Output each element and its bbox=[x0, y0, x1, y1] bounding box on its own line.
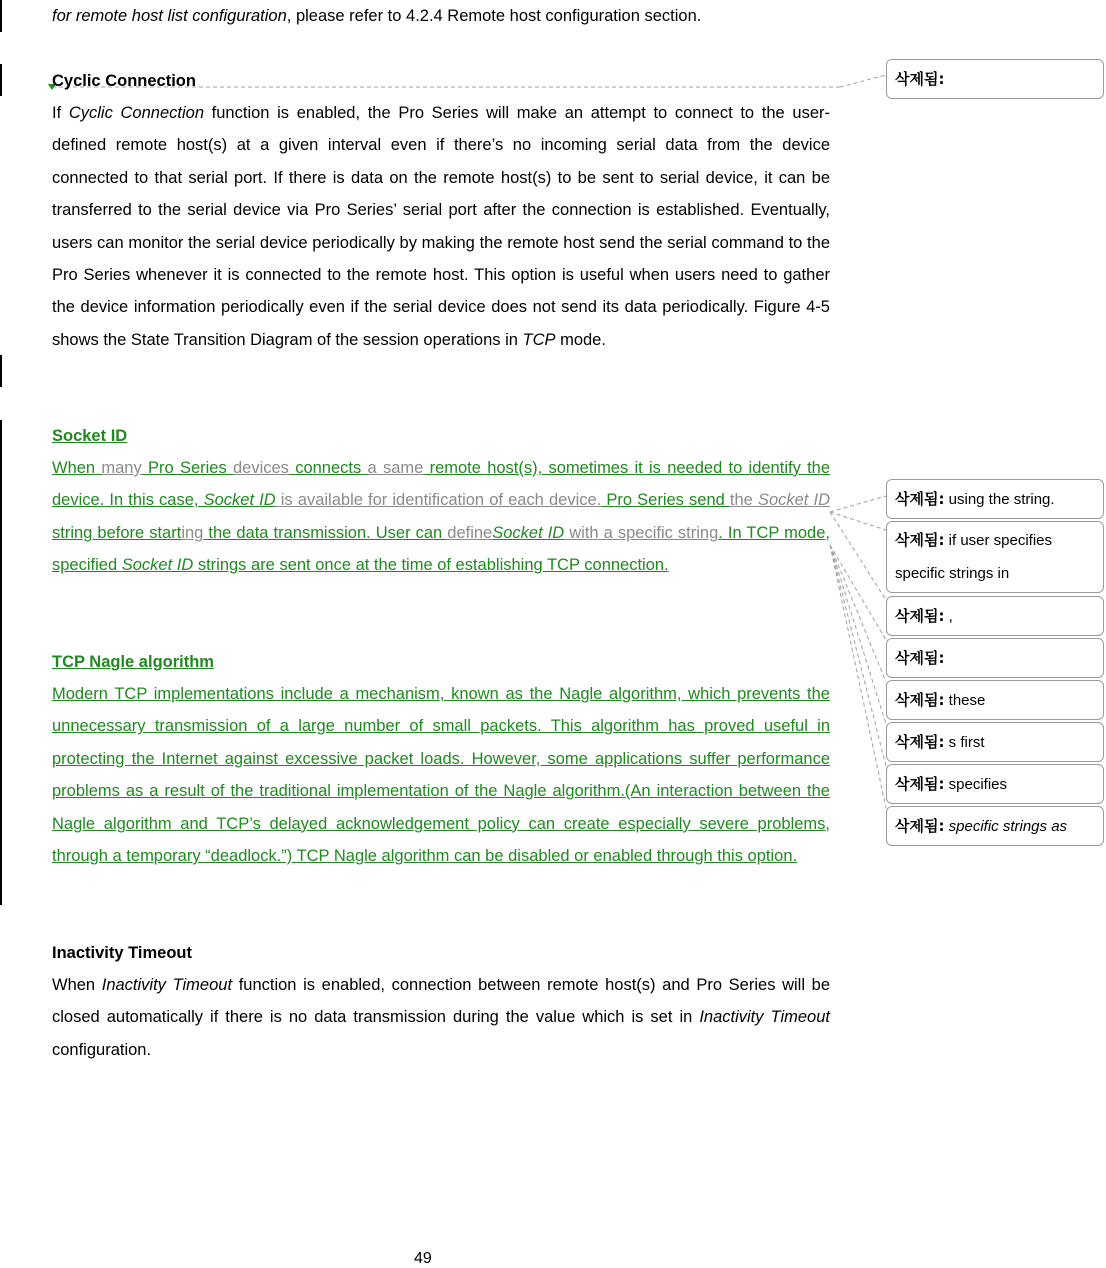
socket-paragraph: When many Pro Series devices connects a same remote host(s), sometimes it is needed to identify the device. In this case, Socket ID is available for identification of each device. Pro Series send the Socket ID string before starting the data transmission. User can defineSocket ID with a specific string. In TCP mode, specified Socket ID strings are sent once at the time of establishing TCP connection. bbox=[52, 459, 831, 575]
comment-balloon[interactable]: 삭제됨: specific strings as bbox=[886, 806, 1104, 846]
cyclic-heading: Cyclic Connection bbox=[52, 72, 196, 90]
nagle-paragraph: Modern TCP implementations include a mechanism, known as the Nagle algorithm, which prevents the unnecessary transmission of a large number of small packets. This algorithm has proved useful in protecting the Internet against excessive packet loads. However, some applications suffer performance problems as a result of the traditional implementation of the Nagle algorithm.(An interaction between the Nagle algorithm and TCP’s delayed acknowledgement policy can create especially severe problems, through a temporary “deadlock.”) TCP Nagle algorithm can be disabled or enabled through this option. bbox=[52, 685, 830, 866]
inactivity-heading: Inactivity Timeout bbox=[52, 944, 192, 962]
comment-balloon[interactable]: 삭제됨: using the string. bbox=[886, 479, 1104, 519]
comment-balloon[interactable]: 삭제됨: bbox=[886, 59, 1104, 99]
comment-balloon[interactable]: 삭제됨: these bbox=[886, 680, 1104, 720]
comment-balloon[interactable]: 삭제됨: s first bbox=[886, 722, 1104, 762]
inactivity-paragraph: When Inactivity Timeout function is enabled, connection between remote host(s) and Pro Series will be closed automatically if there is no data transmission during the value which is set in Inactivity Timeout configuration. bbox=[52, 976, 830, 1059]
page-number: 49 bbox=[414, 1250, 432, 1267]
comment-balloon[interactable]: 삭제됨: bbox=[886, 638, 1104, 678]
cyclic-paragraph: If Cyclic Connection function is enabled, the Pro Series will make an attempt to connect to the user-defined remote host(s) at a given interval even if there’s no incoming serial data from the device connected to that serial port. If there is data on the remote host(s) to be sent to serial device, it can be transferred to the serial device via Pro Series’ serial port after the connection is established. Eventually, users can monitor the serial device periodically by making the remote host send the serial command to the Pro Series whenever it is connected to the remote host. This option is useful when users need to gather the device information periodically even if the serial device does not send its data periodically. Figure 4-5 shows the State Transition Diagram of the session operations in TCP mode. bbox=[52, 104, 830, 349]
nagle-heading: TCP Nagle algorithm bbox=[52, 653, 214, 671]
socket-heading: Socket ID bbox=[52, 427, 128, 445]
intro-paragraph: for remote host list configuration, please refer to 4.2.4 Remote host configuration section. bbox=[52, 7, 702, 25]
comment-balloon[interactable]: 삭제됨: specifies bbox=[886, 764, 1104, 804]
comment-balloon[interactable]: 삭제됨: if user specifies specific strings in bbox=[886, 521, 1104, 593]
comment-balloon[interactable]: 삭제됨: , bbox=[886, 596, 1104, 636]
